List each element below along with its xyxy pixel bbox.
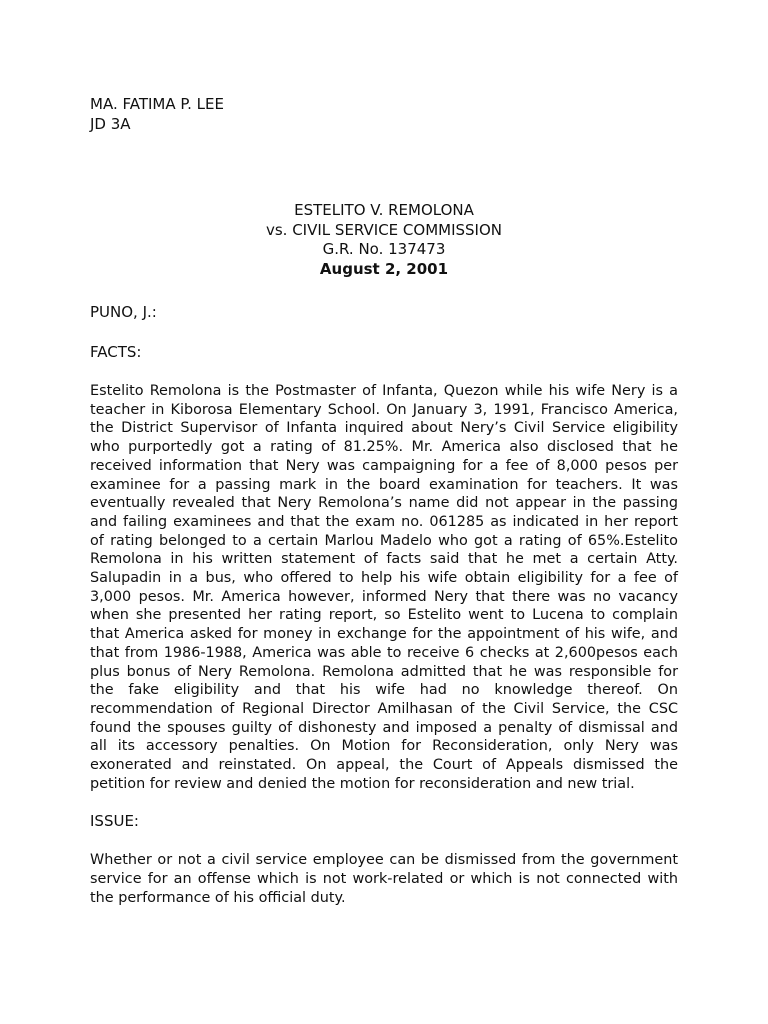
facts-paragraph: Estelito Remolona is the Postmaster of Infanta, Quezon while his wife Nery is a teacher in Kiborosa Elementary School. On January 3, 1991, Francisco America, the District Supervisor of Infanta inquired about Nery’s Civil Service eligibility who purportedly got a rating of 81.25%. Mr. America also disclosed that he received information that Nery was campaigning for a fee of 8,000 pesos per examinee for a passing mark in the board examination for teachers. It was eventually revealed that Nery Remolona’s name did not appear in the passing and failing examinees and that the exam no. 061285 as indicated in her report of rating belonged to a certain Marlou Madelo who got a rating of 65%.Estelito Remolona in his written statement of facts said that he met a certain Atty. Salupadin in a bus, who offered to help his wife obtain eligibility for a fee of 3,000 pesos. Mr. America however, informed Nery that there was no vacancy when she presented her rating report, so Estelito went to Lucena to complain that America asked for money in exchange for the appointment of his wife, and that from 1986-1988, America was able to receive 6 checks at 2,600pesos each plus bonus of Nery Remolona. Remolona admitted that he was responsible for the fake eligibility and that his wife had no knowledge thereof. On recommendation of Regional Director Amilhasan of the Civil Service, the CSC found the spouses guilty of dishonesty and imposed a penalty of dismissal and all its accessory penalties. On Motion for Reconsideration, only Nery was exonerated and reinstated. On appeal, the Court of Appeals dismissed the petition for review and denied the motion for reconsideration and new trial. <box>90 383 678 792</box>
facts-heading: FACTS: <box>90 343 142 361</box>
author-class: JD 3A <box>90 115 131 133</box>
issue-paragraph: Whether or not a civil service employee can be dismissed from the government service for an offense which is not work-related or which is not connected with the performance of his official duty. <box>90 852 678 906</box>
case-date: August 2, 2001 <box>319 259 449 278</box>
author-block <box>90 94 678 134</box>
case-caption <box>90 201 678 279</box>
case-gr-number: G.R. No. 137473 <box>322 240 446 258</box>
document-page <box>90 94 678 908</box>
issue-heading: ISSUE: <box>90 812 139 831</box>
author-name: MA. FATIMA P. LEE <box>90 95 224 113</box>
case-respondent: vs. CIVIL SERVICE COMMISSION <box>265 220 503 239</box>
ponente: PUNO, J.: <box>90 303 157 321</box>
case-petitioner: ESTELITO V. REMOLONA <box>294 201 474 219</box>
